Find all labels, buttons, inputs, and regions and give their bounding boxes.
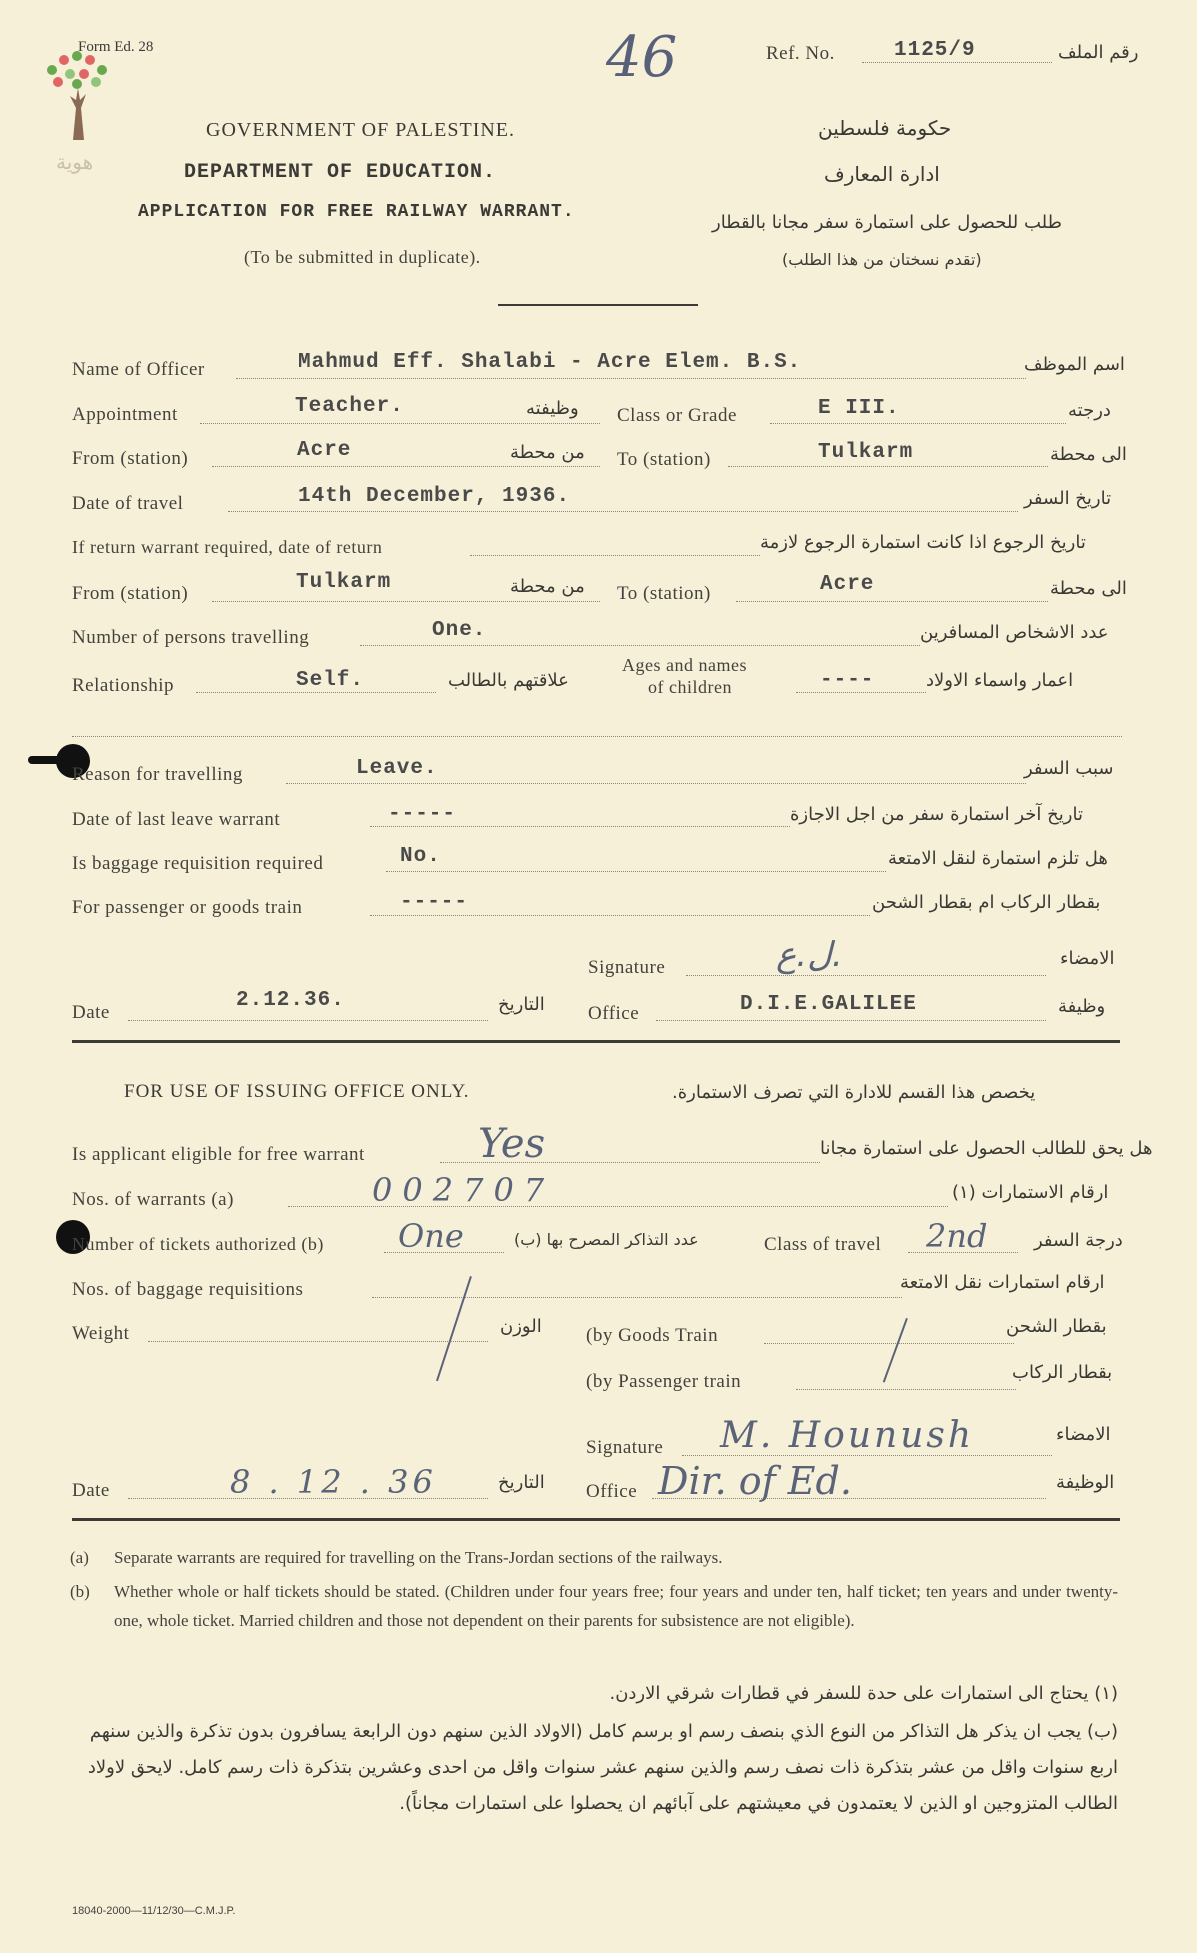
reason-label-ar: سبب السفر <box>1024 758 1114 779</box>
eligible-label-ar: هل يحق للطالب الحصول على استمارة مجانا <box>820 1138 1153 1159</box>
logo-watermark: هوية <box>56 150 94 174</box>
reason-value: Leave. <box>356 757 438 780</box>
ref-label-ar: رقم الملف <box>1058 42 1139 63</box>
return-from-label: From (station) <box>72 583 189 604</box>
eligible-value: Yes <box>478 1121 546 1167</box>
date-travel-label-ar: تاريخ السفر <box>1024 488 1112 509</box>
government-title-ar: حكومة فلسطين <box>818 116 952 140</box>
note-a-text: Separate warrants are required for travelling on the Trans-Jordan sections of the railways. <box>114 1548 723 1567</box>
government-title: GOVERNMENT OF PALESTINE. <box>206 119 516 141</box>
section-divider <box>72 1040 1120 1043</box>
last-leave-label-ar: تاريخ آخر استمارة سفر من اجل الاجازة <box>790 804 1083 825</box>
baggage-nos-label-ar: ارقام استمارات نقل الامتعة <box>900 1272 1105 1293</box>
warrants-label: Nos. of warrants (a) <box>72 1189 234 1210</box>
children-label-1: Ages and names <box>622 655 747 675</box>
to-label-ar: الى محطة <box>1050 444 1127 465</box>
form-title-ar: طلب للحصول على استمارة سفر مجانا بالقطار <box>712 212 1062 233</box>
note-a-mark: (a) <box>70 1548 89 1567</box>
page-number: 46 <box>606 25 678 90</box>
tickets-value: One <box>398 1217 464 1255</box>
baggage-label: Is baggage requisition required <box>72 853 324 874</box>
train-value: ----- <box>400 891 469 914</box>
passenger-train-label: (by Passenger train <box>586 1371 742 1392</box>
from-label: From (station) <box>72 448 189 469</box>
baggage-label-ar: هل تلزم استمارة لنقل الامتعة <box>888 848 1108 869</box>
issuing-heading-ar: يخصص هذا القسم للادارة التي تصرف الاستمارة. <box>672 1082 1036 1103</box>
form-number: Form Ed. 28 <box>78 39 154 55</box>
form-title: APPLICATION FOR FREE RAILWAY WARRANT. <box>138 202 575 222</box>
last-leave-value: ----- <box>388 803 457 826</box>
warrants-label-ar: ارقام الاستمارات (١) <box>952 1182 1109 1203</box>
issuer-signature-label-ar: الامضاء <box>1056 1424 1111 1445</box>
date-label: Date <box>72 1002 110 1023</box>
office-value: D.I.E.GALILEE <box>740 993 917 1016</box>
punch-tear <box>28 756 68 764</box>
return-to-label: To (station) <box>617 583 711 604</box>
issue-office-value: Dir. of Ed. <box>658 1459 852 1503</box>
date-travel-label: Date of travel <box>72 493 184 514</box>
tickets-label-ar: عدد التذاكر المصرح بها (ب) <box>514 1230 699 1249</box>
office-label-ar: وظيفة <box>1058 996 1106 1017</box>
issuer-signature-label: Signature <box>586 1437 664 1458</box>
issuer-signature: M. Hounush <box>720 1415 975 1456</box>
name-value: Mahmud Eff. Shalabi - Acre Elem. B.S. <box>298 351 802 374</box>
baggage-value: No. <box>400 845 441 868</box>
travel-class-label-ar: درجة السفر <box>1034 1230 1123 1251</box>
persons-value: One. <box>432 619 487 642</box>
weight-label: Weight <box>72 1323 130 1344</box>
class-label: Class or Grade <box>617 405 737 426</box>
return-to-label-ar: الى محطة <box>1050 578 1127 599</box>
issue-date-label-ar: التاريخ <box>498 1472 545 1493</box>
return-from-label-ar: من محطة <box>510 576 585 597</box>
department-title: DEPARTMENT OF EDUCATION. <box>184 161 497 184</box>
persons-label-ar: عدد الاشخاص المسافرين <box>920 622 1109 643</box>
reason-label: Reason for travelling <box>72 764 243 785</box>
goods-train-label-ar: بقطار الشحن <box>1006 1316 1107 1337</box>
form-subtitle-ar: (تقدم نسختان من هذا الطلب) <box>782 250 982 269</box>
baggage-nos-label: Nos. of baggage requisitions <box>72 1279 304 1300</box>
eligible-label: Is applicant eligible for free warrant <box>72 1144 365 1165</box>
to-value: Tulkarm <box>818 441 914 464</box>
from-label-ar: من محطة <box>510 442 585 463</box>
appointment-label: Appointment <box>72 404 178 425</box>
note-b-text: Whether whole or half tickets should be stated. (Children under four years free; four years and under ten, half ticket; ten years and under twenty-one, whole ticket. Married children and those not dependent on their parents for subsistence are not eligible). <box>114 1582 1118 1630</box>
note-b-ar: (ب) يجب ان يذكر هل التذاكر من النوع الذي بنصف رسم او برسم كامل (الاولاد الذين سنهم دون الرابعة يسافرون بدون تذكرة والذين سنهم اربع سنوات واقل من عشر بتذكرة ذات نصف رسم والذين سنهم عشر سنوات واقل من احدى وعشرين بتذكرة ذات رسم كامل. لايحق لاولاد الطالب المتزوجين او الذين لا يعتمدون في معيشتهم على آبائهم ان يحصلوا على استمارات مجاناً). <box>87 1721 1118 1814</box>
issuing-heading: FOR USE OF ISSUING OFFICE ONLY. <box>124 1081 470 1102</box>
issue-date-value: 8 . 12 . 36 <box>230 1463 437 1501</box>
from-value: Acre <box>297 439 352 462</box>
appointment-value: Teacher. <box>295 395 404 418</box>
to-label: To (station) <box>617 449 711 470</box>
notes-divider <box>72 1518 1120 1521</box>
goods-train-label: (by Goods Train <box>586 1325 719 1346</box>
children-value: ---- <box>820 669 875 692</box>
last-leave-label: Date of last leave warrant <box>72 809 281 830</box>
relationship-label-ar: علاقتهم بالطالب <box>448 670 569 691</box>
relationship-label: Relationship <box>72 675 175 696</box>
printer-imprint: 18040-2000—11/12/30—C.M.J.P. <box>72 1905 236 1917</box>
tree-logo-icon <box>40 48 115 148</box>
return-to-value: Acre <box>820 573 875 596</box>
weight-label-ar: الوزن <box>500 1316 542 1337</box>
ref-label: Ref. No. <box>766 43 835 64</box>
baggage-strike <box>436 1276 472 1381</box>
tickets-label: Number of tickets authorized (b) <box>72 1234 324 1254</box>
travel-class-label: Class of travel <box>764 1234 882 1255</box>
passenger-train-label-ar: بقطار الركاب <box>1012 1362 1113 1383</box>
relationship-value: Self. <box>296 669 365 692</box>
issue-date-label: Date <box>72 1480 110 1501</box>
issue-office-label: Office <box>586 1481 638 1502</box>
department-title-ar: ادارة المعارف <box>824 162 940 186</box>
note-b-mark: (b) <box>70 1582 90 1601</box>
header-divider <box>498 304 698 306</box>
class-value: E III. <box>818 397 900 420</box>
return-label-ar: تاريخ الرجوع اذا كانت استمارة الرجوع لازمة <box>760 532 1086 553</box>
applicant-signature: ل.ع. <box>776 935 843 975</box>
persons-label: Number of persons travelling <box>72 627 310 648</box>
appointment-label-ar: وظيفته <box>526 398 579 419</box>
signature-label: Signature <box>588 957 666 978</box>
date-value: 2.12.36. <box>236 989 345 1012</box>
form-subtitle: (To be submitted in duplicate). <box>244 247 481 267</box>
children-label-ar: اعمار واسماء الاولاد <box>926 670 1074 691</box>
office-label: Office <box>588 1003 640 1024</box>
date-travel-value: 14th December, 1936. <box>298 485 571 508</box>
warrants-value: 002707 <box>372 1171 555 1209</box>
return-from-value: Tulkarm <box>296 571 392 594</box>
travel-class-value: 2nd <box>926 1217 988 1255</box>
name-label-ar: اسم الموظف <box>1024 354 1125 375</box>
date-label-ar: التاريخ <box>498 994 545 1015</box>
class-label-ar: درجته <box>1068 400 1111 421</box>
name-label: Name of Officer <box>72 359 205 380</box>
issue-office-label-ar: الوظيفة <box>1056 1472 1115 1493</box>
return-label: If return warrant required, date of return <box>72 537 383 557</box>
note-a-ar: (١) يحتاج الى استمارات على حدة للسفر في قطارات شرقي الاردن. <box>609 1683 1118 1704</box>
train-strike <box>883 1318 908 1383</box>
train-label-ar: بقطار الركاب ام بقطار الشحن <box>872 892 1101 913</box>
signature-label-ar: الامضاء <box>1060 948 1115 969</box>
children-label-2: of children <box>648 677 732 697</box>
train-label: For passenger or goods train <box>72 897 303 918</box>
ref-value: 1125/9 <box>894 39 976 62</box>
